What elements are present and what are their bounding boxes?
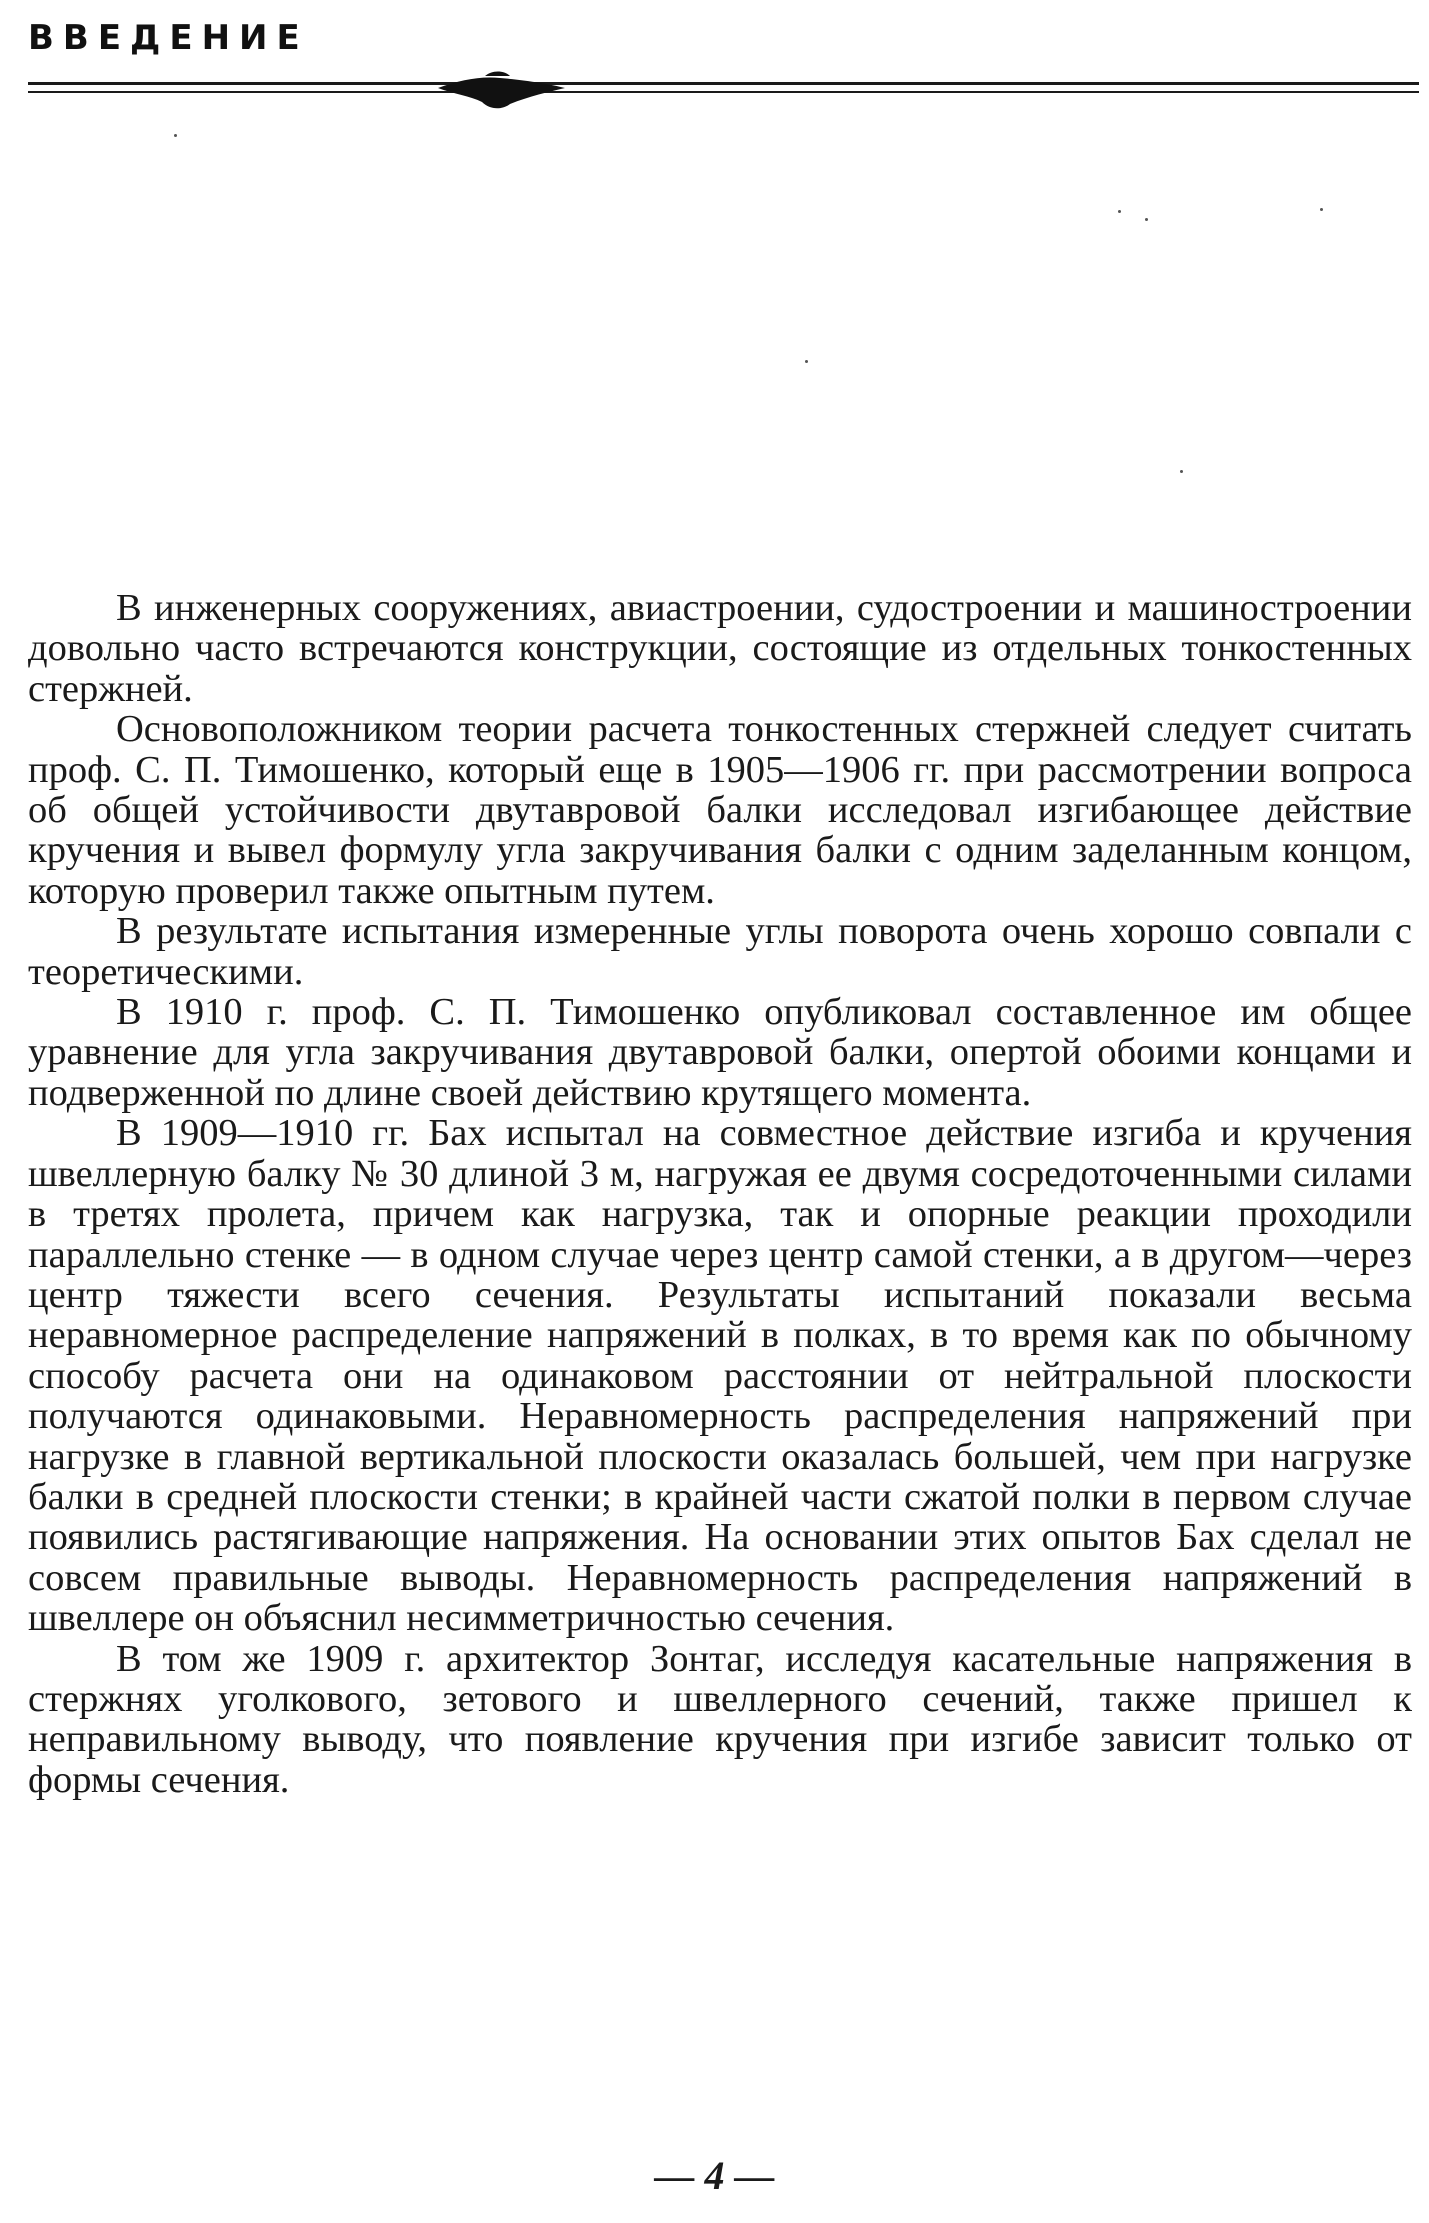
header-rule-bottom-line: [28, 91, 1419, 93]
header-rule-top-line: [28, 82, 1419, 85]
page-number: — 4 —: [654, 2153, 775, 2198]
ink-blot-mark: [430, 66, 570, 112]
paper-speck: [1145, 218, 1148, 221]
body-text: [28, 588, 1412, 1800]
paper-speck: [805, 360, 808, 363]
paragraph-bach-experiments: В 1909—1910 гг. Бах испытал на совместное действие изгиба и кручения швеллерную балку № 30 длиной 3 м, нагружая ее двумя сосредоточенными силами в третях пролета, причем как нагрузка, так и опорные реакции проходили параллельно стенке — в одном случае через центр самой стенки, а в другом—через центр тяжести всего сечения. Результаты испытаний показали весьма неравномерное распределение напряжений в полках, в то время как по обычному способу расчета они на одинаковом расстоянии от нейтральной плоскости получаются одинаковыми. Неравномерность распределения напряжений при нагрузке в главной вертикальной плоскости оказалась большей, чем при нагрузке балки в средней плоскости стенки; в крайней части сжатой полки в первом случае появились растягивающие напряжения. На основании этих опытов Бах сделал не совсем правильные выводы. Неравномерность распределения напряжений в швеллере он объяснил несимметричностью сечения.: [28, 1112, 1412, 1640]
paper-speck: [1180, 470, 1183, 473]
paragraph-sontag: В том же 1909 г. архитектор Зонтаг, исследуя касательные напряжения в стержнях уголкового, зетового и швеллерного сечений, также пришел к неправильному выводу, что появление кручения при изгибе зависит только от формы сечения.: [28, 1637, 1412, 1801]
section-heading: ВВЕДЕНИЕ: [28, 18, 309, 58]
paragraph-intro: В инженерных сооружениях, авиастроении, судостроении и машиностроении довольно часто встречаются конструкции, состоящие из отдельных тонкостенных стержней.: [28, 587, 1412, 710]
paper-speck: [1320, 208, 1323, 211]
paragraph-timoshenko-1905: Основоположником теории расчета тонкостенных стержней следует считать проф. С. П. Тимошенко, который еще в 1905—1906 гг. при рассмотрении вопроса об общей устойчивости двутавровой балки исследовал изгибающее действие кручения и вывел формулу угла закручивания балки с одним заделанным концом, которую проверил также опытным путем.: [28, 708, 1412, 912]
paper-speck: [1118, 210, 1121, 213]
paragraph-timoshenko-1910: В 1910 г. проф. С. П. Тимошенко опубликовал составленное им общее уравнение для угла закручивания двутавровой балки, опертой обоими концами и подверженной по длине своей действию крутящего момента.: [28, 991, 1412, 1114]
header-double-rule: [28, 80, 1419, 96]
paper-speck: [174, 134, 177, 137]
paragraph-test-results: В результате испытания измеренные углы поворота очень хорошо совпали с теоретическими.: [28, 910, 1412, 993]
